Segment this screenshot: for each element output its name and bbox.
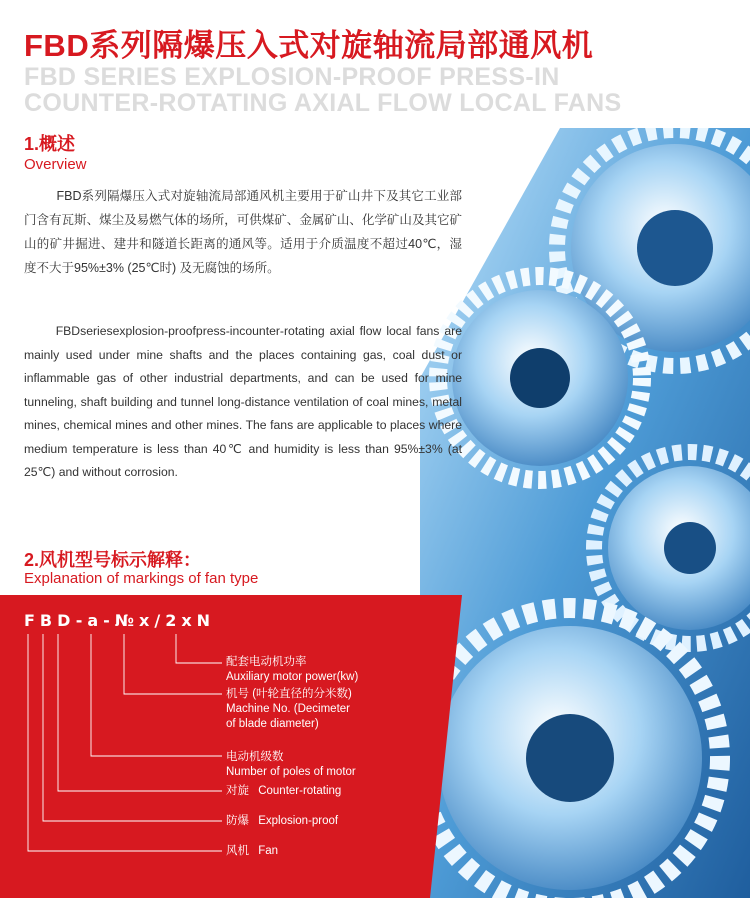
title-en-line-1: FBD SERIES EXPLOSION-PROOF PRESS-IN xyxy=(24,63,560,91)
label-motor-power-en: Auxiliary motor power(kw) xyxy=(226,671,359,683)
marking-code: FBD-a-№x/2xN xyxy=(24,611,216,630)
section2-heading-en: Explanation of markings of fan type xyxy=(24,570,259,587)
section1-heading-en: Overview xyxy=(24,156,87,173)
line-explosion-proof xyxy=(43,634,222,821)
label-explosion-proof-cn: 防爆 xyxy=(226,815,249,827)
section2-heading-cn: 2.风机型号标示解释： xyxy=(24,550,202,570)
label-fan xyxy=(226,844,278,859)
label-poles-cn: 电动机级数 xyxy=(226,751,284,763)
overview-paragraph-en: FBDseriesexplosion-proofpress-incounter-rotating axial flow local fans are mainly used under mine shafts and the places containing gas, coal dust or inflammable gas of other industrial departments, and can be used for mine tunneling, shaft building and tunnel long-distance ventilation of coal mines, metal mines, chemical mines and other mines. The fans are applicable to places where medium temperature is less than 40℃ and humidity is less than 95%±3% (at 25℃) and without corrosion. xyxy=(24,324,462,479)
line-fan xyxy=(28,634,222,851)
label-counter-rotating-cn: 对旋 xyxy=(226,785,249,797)
label-counter-rotating xyxy=(226,784,341,799)
section1-heading-cn: 1.概述 xyxy=(24,134,76,154)
line-machine-no xyxy=(124,634,222,694)
label-machine-no-en: Machine No. (Decimeter xyxy=(226,703,350,715)
label-machine-no xyxy=(226,687,352,732)
label-counter-rotating-en: Counter-rotating xyxy=(258,785,342,797)
label-poles xyxy=(226,750,356,780)
label-motor-power-cn: 配套电动机功率 xyxy=(226,656,307,668)
overview-paragraph-cn: FBD系列隔爆压入式对旋轴流局部通风机主要用于矿山井下及其它工业部门含有瓦斯、煤尘及易燃气体的场所，可供煤矿、金属矿山、化学矿山及其它矿山的矿井掘进、建井和隧道长距离的通风等。适用于介质温度不超过40℃，湿度不大于95%±3% (25℃时) 及无腐蚀的场所。 xyxy=(24,189,462,275)
line-poles xyxy=(91,634,222,756)
label-explosion-proof-en: Explosion-proof xyxy=(258,815,339,827)
title-en-line-2: COUNTER-ROTATING AXIAL FLOW LOCAL FANS xyxy=(24,89,622,117)
line-counter-rotating xyxy=(58,634,222,791)
label-poles-en: Number of poles of motor xyxy=(226,766,356,778)
line-power xyxy=(176,634,222,663)
label-motor-power xyxy=(226,655,358,685)
label-explosion-proof xyxy=(226,814,338,829)
page-title-cn: FBD系列隔爆压入式对旋轴流局部通风机 xyxy=(24,28,594,63)
label-fan-en: Fan xyxy=(258,845,279,857)
label-machine-no-cn: 机号 (叶轮直径的分米数) xyxy=(226,688,352,700)
label-fan-cn: 风机 xyxy=(226,845,249,857)
label-machine-no-en-2: of blade diameter) xyxy=(226,718,319,730)
page-title-en xyxy=(24,64,621,116)
